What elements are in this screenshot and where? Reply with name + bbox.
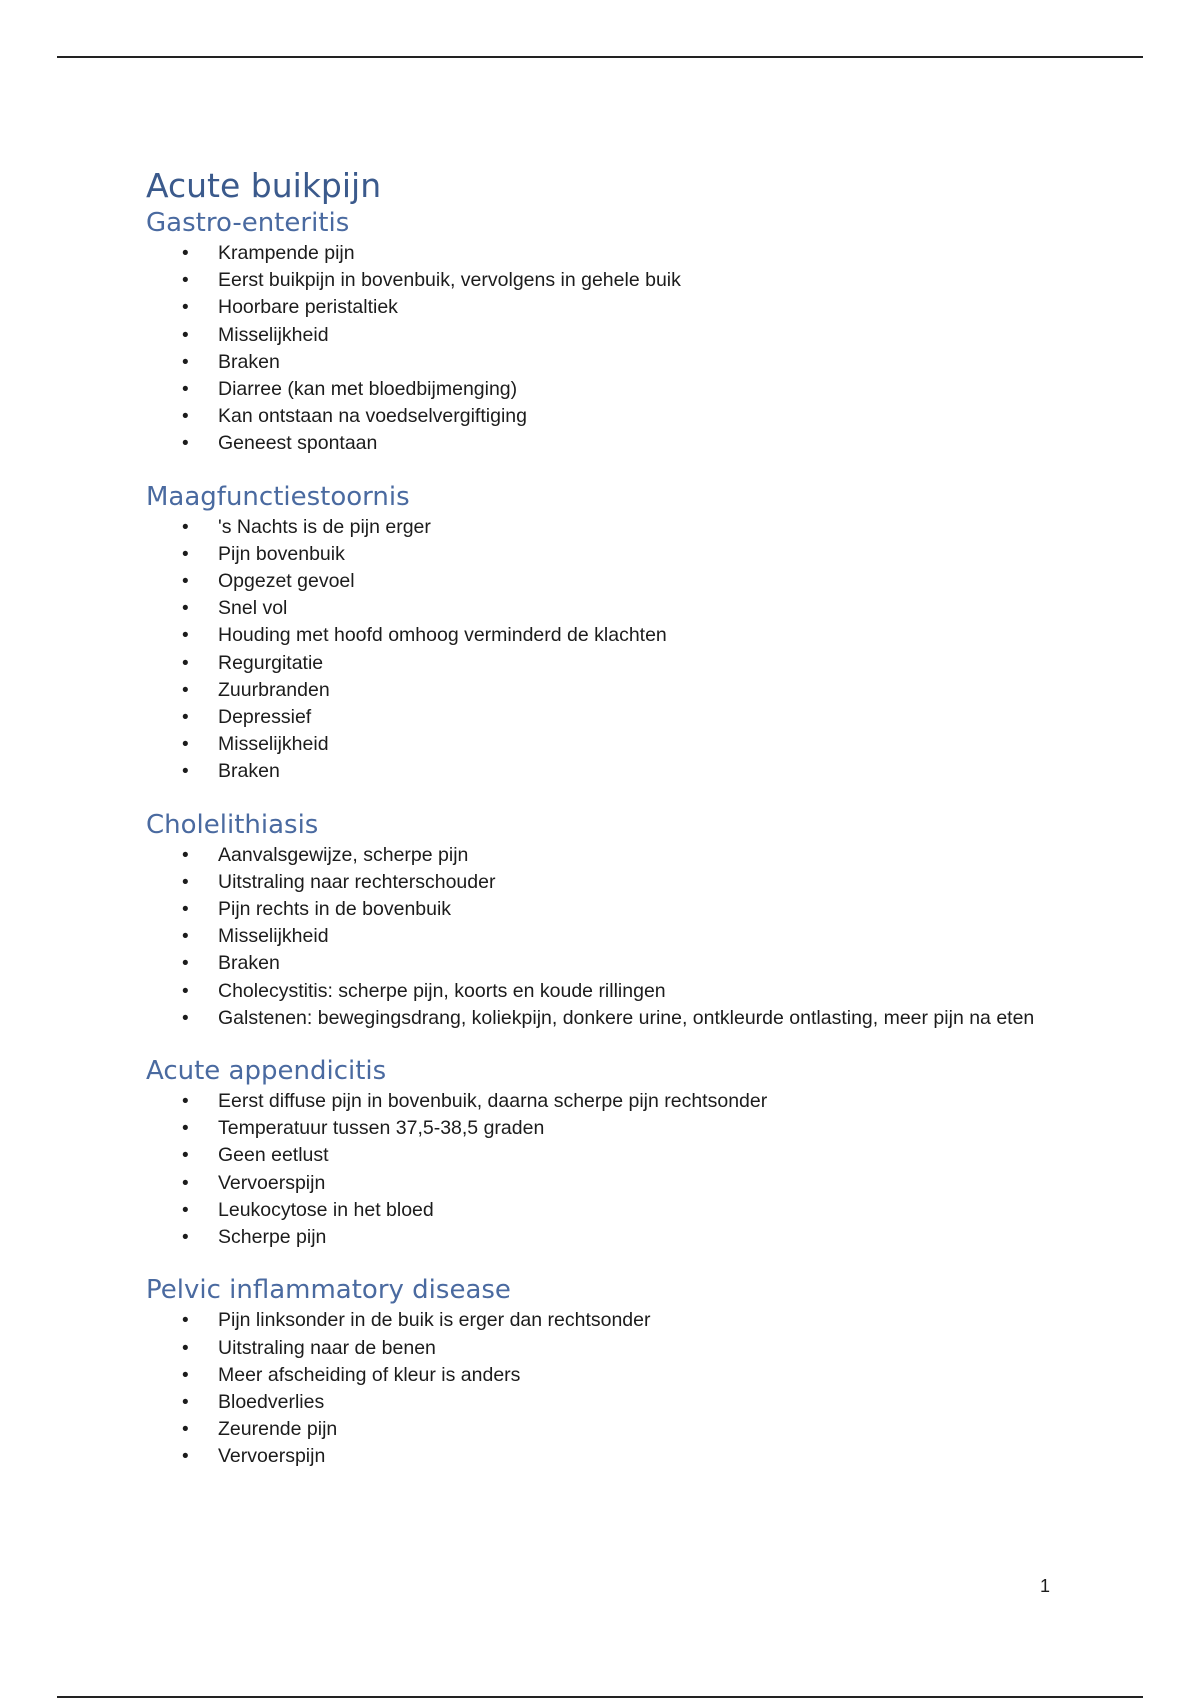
list-item-text: Misselijkheid (218, 323, 329, 346)
bullet-icon: • (182, 871, 189, 893)
list-item-text: Aanvalsgewijze, scherpe pijn (218, 843, 469, 866)
list-item-text: 's Nachts is de pijn erger (218, 515, 431, 538)
list-item (146, 1088, 1046, 1115)
list-item (146, 923, 1046, 950)
page-number: 1 (1040, 1576, 1051, 1596)
header-rule (57, 56, 1143, 58)
list-item (146, 430, 1046, 457)
list-item (146, 650, 1046, 677)
bullet-icon: • (182, 734, 189, 756)
list-item-text: Cholecystitis: scherpe pijn, koorts en koude rillingen (218, 979, 666, 1002)
bullet-icon: • (182, 433, 189, 455)
bullet-icon: • (182, 379, 189, 401)
section-heading: Acute appendicitis (146, 1056, 387, 1087)
list-item (146, 1115, 1046, 1142)
list-item-text: Eerst buikpijn in bovenbuik, vervolgens in gehele buik (218, 269, 681, 292)
bullet-icon: • (182, 1391, 189, 1413)
bullet-list (146, 1088, 1046, 1251)
list-item-text: Regurgitatie (218, 651, 324, 674)
list-item-text: Zuurbranden (218, 678, 330, 701)
bullet-icon: • (182, 270, 189, 292)
list-item-text: Diarree (kan met bloedbijmenging) (218, 378, 518, 401)
list-item-text: Houding met hoofd omhoog verminderd de klachten (218, 624, 667, 647)
list-item (146, 1362, 1046, 1389)
sections-container (146, 206, 1046, 1471)
bullet-list (146, 842, 1046, 1032)
list-item (146, 1005, 1046, 1032)
list-item-text: Misselijkheid (218, 925, 329, 948)
bullet-list (146, 514, 1046, 786)
bullet-icon: • (182, 1364, 189, 1386)
bullet-icon: • (182, 351, 189, 373)
section (146, 808, 1046, 1032)
bullet-icon: • (182, 844, 189, 866)
list-item-text: Vervoerspijn (218, 1445, 326, 1468)
list-item (146, 541, 1046, 568)
bullet-icon: • (182, 761, 189, 783)
list-item-text: Vervoerspijn (218, 1171, 326, 1194)
list-item (146, 1142, 1046, 1169)
list-item (146, 1170, 1046, 1197)
bullet-icon: • (182, 1145, 189, 1167)
list-item (146, 1389, 1046, 1416)
list-item (146, 869, 1046, 896)
list-item-text: Meer afscheiding of kleur is anders (218, 1363, 521, 1386)
bullet-icon: • (182, 243, 189, 264)
section-heading: Maagfunctiestoornis (146, 481, 410, 512)
bullet-list (146, 240, 1046, 458)
list-item (146, 568, 1046, 595)
list-item-text: Braken (218, 952, 280, 975)
list-item (146, 514, 1046, 541)
list-item-text: Galstenen: bewegingsdrang, koliekpijn, donkere urine, ontkleurde ontlasting, meer pijn na eten (218, 1006, 1035, 1029)
bullet-icon: • (182, 297, 189, 319)
bullet-icon: • (182, 980, 189, 1002)
section-heading: Gastro-enteritis (146, 208, 350, 238)
bullet-icon: • (182, 1310, 189, 1332)
list-item-text: Leukocytose in het bloed (218, 1198, 434, 1221)
bullet-icon: • (182, 926, 189, 948)
bullet-icon: • (182, 1007, 189, 1029)
list-item-text: Opgezet gevoel (218, 570, 355, 593)
bullet-icon: • (182, 899, 189, 921)
bullet-icon: • (182, 652, 189, 674)
list-item (146, 267, 1046, 294)
list-item (146, 758, 1046, 785)
list-item-text: Pijn bovenbuik (218, 542, 345, 565)
document-title: Acute buikpijn (146, 166, 382, 205)
bullet-icon: • (182, 679, 189, 701)
list-item (146, 1197, 1046, 1224)
list-item (146, 1307, 1046, 1334)
list-item (146, 842, 1046, 869)
page-content (146, 166, 1046, 1471)
bullet-icon: • (182, 1446, 189, 1468)
list-item (146, 622, 1046, 649)
bullet-icon: • (182, 1118, 189, 1140)
section (146, 1054, 1046, 1251)
section (146, 206, 1046, 458)
list-item (146, 376, 1046, 403)
list-item (146, 677, 1046, 704)
list-item (146, 978, 1046, 1005)
list-item (146, 896, 1046, 923)
list-item-text: Depressief (218, 706, 312, 729)
list-item-text: Eerst diffuse pijn in bovenbuik, daarna scherpe pijn rechtsonder (218, 1090, 768, 1113)
list-item (146, 1224, 1046, 1251)
bullet-icon: • (182, 1172, 189, 1194)
bullet-icon: • (182, 1227, 189, 1249)
bullet-icon: • (182, 516, 189, 538)
list-item-text: Bloedverlies (218, 1390, 325, 1413)
list-item-text: Pijn linksonder in de buik is erger dan rechtsonder (218, 1309, 651, 1332)
bullet-icon: • (182, 625, 189, 647)
bullet-icon: • (182, 324, 189, 346)
section (146, 1273, 1046, 1470)
list-item (146, 595, 1046, 622)
footer-rule (57, 1696, 1143, 1698)
section (146, 480, 1046, 786)
list-item-text: Geneest spontaan (218, 432, 378, 455)
list-item (146, 322, 1046, 349)
section-heading: Cholelithiasis (146, 809, 319, 840)
bullet-icon: • (182, 1091, 189, 1113)
bullet-icon: • (182, 571, 189, 593)
list-item (146, 1335, 1046, 1362)
list-item-text: Braken (218, 350, 280, 373)
list-item-text: Pijn rechts in de bovenbuik (218, 898, 452, 921)
list-item-text: Snel vol (218, 597, 288, 620)
bullet-icon: • (182, 1419, 189, 1441)
bullet-icon: • (182, 953, 189, 975)
list-item-text: Scherpe pijn (218, 1226, 327, 1249)
section-heading: Pelvic inflammatory disease (146, 1275, 511, 1306)
bullet-icon: • (182, 598, 189, 620)
list-item (146, 1443, 1046, 1470)
bullet-icon: • (182, 543, 189, 565)
bullet-list (146, 1307, 1046, 1470)
bullet-icon: • (182, 1337, 189, 1359)
list-item (146, 349, 1046, 376)
list-item-text: Kan ontstaan na voedselvergiftiging (218, 405, 527, 428)
list-item (146, 294, 1046, 321)
list-item-text: Geen eetlust (218, 1144, 329, 1167)
list-item-text: Braken (218, 760, 280, 783)
list-item-text: Temperatuur tussen 37,5-38,5 graden (218, 1117, 545, 1140)
list-item (146, 950, 1046, 977)
list-item (146, 403, 1046, 430)
list-item (146, 1416, 1046, 1443)
list-item (146, 704, 1046, 731)
list-item-text: Hoorbare peristaltiek (218, 296, 398, 319)
bullet-icon: • (182, 406, 189, 428)
list-item-text: Uitstraling naar rechterschouder (218, 870, 496, 893)
list-item-text: Zeurende pijn (218, 1418, 338, 1441)
bullet-icon: • (182, 1199, 189, 1221)
list-item (146, 240, 1046, 267)
list-item-text: Misselijkheid (218, 733, 329, 756)
bullet-icon: • (182, 707, 189, 729)
list-item-text: Krampende pijn (218, 242, 355, 264)
list-item-text: Uitstraling naar de benen (218, 1336, 436, 1359)
list-item (146, 731, 1046, 758)
